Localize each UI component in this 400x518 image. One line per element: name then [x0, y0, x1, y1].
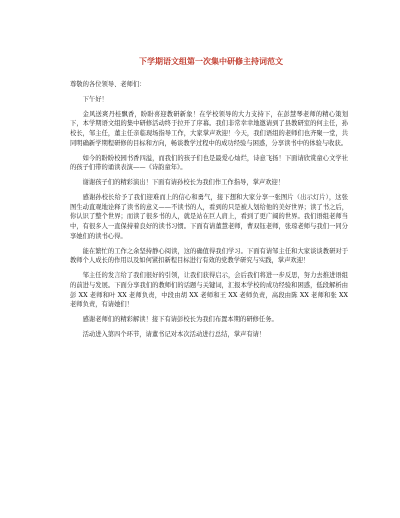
research-talk-paragraph: 能在繁忙的工作之余坚持静心阅读，这的确值得我们学习。下面有请邹主任和大家谈谈教研对于教师个人成长的作用以及如何紧扣新程目标进行有效的党教学研究与实践，掌声欢迎！: [70, 247, 348, 265]
greeting-paragraph: 尊敬的各位领导、老师们：: [70, 81, 146, 88]
task-assignment-paragraph: 感谢老师们的精彩解读！接下有请彭校长为我们布置本期的研修任务。: [82, 316, 278, 323]
document-title: 下学期语文组第一次集中研修主持词范文: [139, 56, 283, 66]
thanks-children-paragraph: 谢谢孩子们的精彩演出！下面有请孙校长为我们作工作指导，掌声欢迎！: [82, 179, 285, 186]
performance-intro-paragraph: 如今的盼盼校园书香四溢，而我们的孩子们也是最爱心灿烂，诗意飞扬！下面请欣赏童心文学社的孩子们带的诵读表演——《诗韵童年》。: [70, 154, 348, 172]
hello-paragraph: 下午好！: [82, 95, 108, 103]
teacher-report-paragraph: 邹主任的发言给了我们很好的引领，让我们获得启示，会后我们将进一步反思，努力去推进语组的前进与发展。下面分享我们的教师们的话题与关键词，汇报本学校的成功经验和困惑，低段解析由彭 XX 老师和叶 XX 老师负责，中段由胡 XX 老师和王 XX 老师负责，高段由陈 XX 老师和张 XX 老师负责，有请她们！: [70, 272, 348, 309]
reading-share-paragraph: 感谢孙校长给予了我们迎难而上的信心和勇气，接下想和大家分享一张图片（出示灯片），这张图生动直观地诠释了读书的意义——不读书的人，看到的只是被人划给他的美好世界；读了书之后，你认识了整个世界；而读了很多书的人，就是站在巨人肩上，看到了更广阔的世界。我们语组老师当中，有很多人一直保持着良好的读书习惯。下面有请董慧老师，曹双钰老师，张琼老师与我们一同分享她们的读书心得。: [70, 193, 348, 240]
summary-paragraph: 活动进入第四个环节，请董书记对本次活动进行总结，掌声有请！: [82, 330, 266, 338]
opening-paragraph: 金风送爽丹桂飘香，盼盼喜迎教研新象！在学校领导的大力支持下，在彭慧琴老师的精心策划下，本学期语文组的集中研修活动终于拉开了序幕。我们非常幸幸地邀请到了县教研室的何主任，孙校长，邹主任，董主任亲临现场指导工作，大家掌声欢迎！今天，我们语组的老师们也齐聚一堂，共同明确新学期程研修的目标和方向，畅谈教学过程中的成功经验与困惑，分享读书中的体验与收获。: [70, 110, 348, 147]
